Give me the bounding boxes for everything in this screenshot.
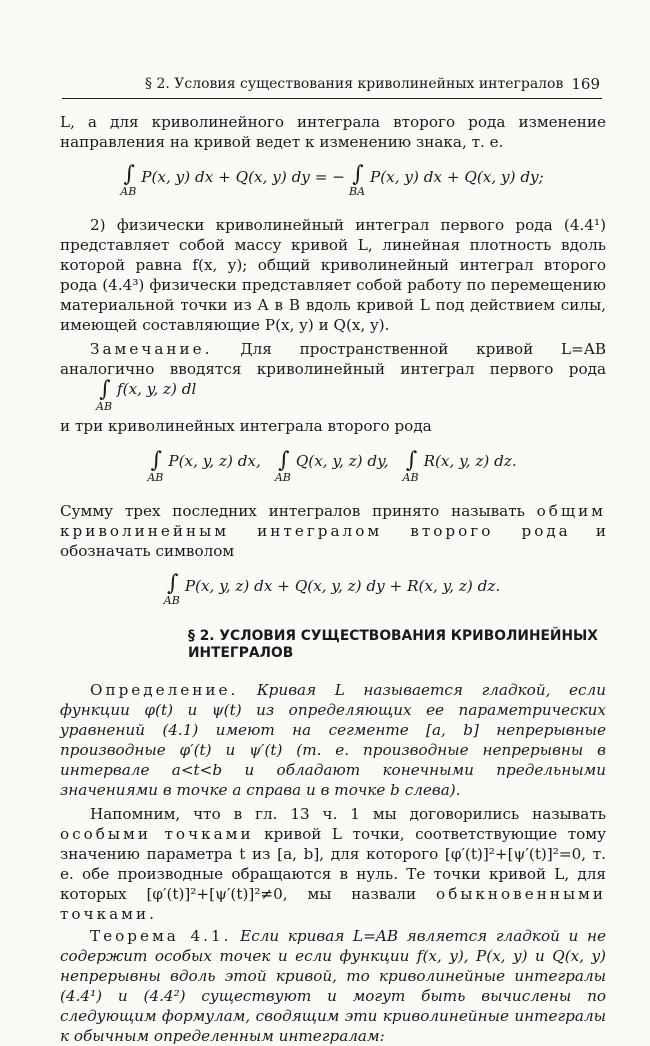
definition-label: Определение. [90, 681, 239, 699]
definition-paragraph [60, 680, 606, 800]
remark-integral-expr: f(x, y, z) dl [117, 380, 197, 398]
theorem-paragraph [60, 926, 606, 1046]
paragraph-1: L, а для криволинейного интеграла второго рода изменение направления на кривой ведет к изменению знака, т. е. [60, 113, 606, 151]
page-body [60, 112, 606, 1046]
equation-1-left: P(x, y) dx + Q(x, y) dy = − [141, 168, 345, 186]
equation-2 [60, 450, 606, 483]
spaced-term: общим криволинейным интегралом второго рода [60, 502, 606, 540]
equation-1 [60, 164, 606, 197]
equation-3 [60, 573, 606, 606]
remark-text: Для пространственной кривой L=AB аналогично вводятся криволинейный интеграл первого рода [60, 340, 606, 378]
equation-1-right: P(x, y) dx + Q(x, y) dy; [370, 168, 544, 186]
paragraph-5: Сумму трех последних интегралов принято называть общим криволинейным интегралом второго рода и обозначать символом [60, 502, 606, 560]
spaced-term: обыкновенными точками. [60, 885, 606, 923]
definition-text: Кривая L называется гладкой, если функции φ(t) и ψ(t) из определяющих ее параметрических уравнений (4.1) имеют на сегменте [a, b] непрерывные производные φ′(t) и ψ′(t) (т. е. производные непрерывны в интервале a<t<b и обладают конечными предельными значениями в точке a справа и в точке b слева). [60, 681, 606, 799]
header-title: § 2. Условия существования криволинейных интегралов [145, 76, 564, 92]
paragraph-4: и три криволинейных интеграла второго рода [60, 417, 432, 435]
theorem-text: Если кривая L=AB является гладкой и не содержит особых точек и если функции f(x, y), P(x, y) и Q(x, y) непрерывны вдоль этой кривой, то криволинейные интегралы (4.4¹) и (4.4²) существуют и могут быть вычислены по следующим формулам, сводящим эти криволинейные интегралы к обычным определенным интегралам: [60, 927, 606, 1045]
integral-sign: ∫ AB [163, 571, 180, 607]
eq2-term-3: ∫ AB R(x, y, z) dz. [402, 448, 517, 484]
eq2-term-1: ∫ AB P(x, y, z) dx, [147, 448, 261, 484]
page-number: 169 [571, 75, 600, 93]
running-header [62, 72, 602, 99]
equation-3-expr: P(x, y, z) dx + Q(x, y, z) dy + R(x, y, z) dz. [184, 577, 501, 595]
integral-sign: ∫ AB [96, 377, 113, 413]
integral-sign: ∫ BA [349, 162, 366, 198]
paragraph-2: 2) физически криволинейный интеграл первого рода (4.4¹) представляет собой массу кривой L, линейная плотность вдоль которой равна f(x, y); общий криволинейный интеграл второго рода (4.4³) физически представляет собой работу по перемещению материальной точки из A в B вдоль кривой L под действием силы, имеющей составляющие P(x, y) и Q(x, y). [60, 216, 606, 334]
paragraph-6: Напомним, что в гл. 13 ч. 1 мы договорились называть особыми точками кривой L точки, соответствующие тому значению параметра t из [a, b], для которого [φ′(t)]²+[ψ′(t)]²=0, т. е. обе производные обращаются в нуль. Те точки кривой L, для которых [φ′(t)]²+[ψ′(t)]²≠0, мы назвали обыкновенными точками. [60, 805, 607, 923]
section-heading: § 2. УСЛОВИЯ СУЩЕСТВОВАНИЯ КРИВОЛИНЕЙНЫХ ИНТЕГРАЛОВ [188, 628, 598, 661]
remark-label: Замечание. [90, 340, 213, 358]
eq2-term-2: ∫ AB Q(x, y, z) dy, [274, 448, 389, 484]
remark-paragraph [60, 339, 606, 412]
integral-sign: ∫ AB [120, 162, 137, 198]
theorem-label: Теорема 4.1. [90, 927, 232, 945]
spaced-term: особыми точками [60, 825, 254, 843]
